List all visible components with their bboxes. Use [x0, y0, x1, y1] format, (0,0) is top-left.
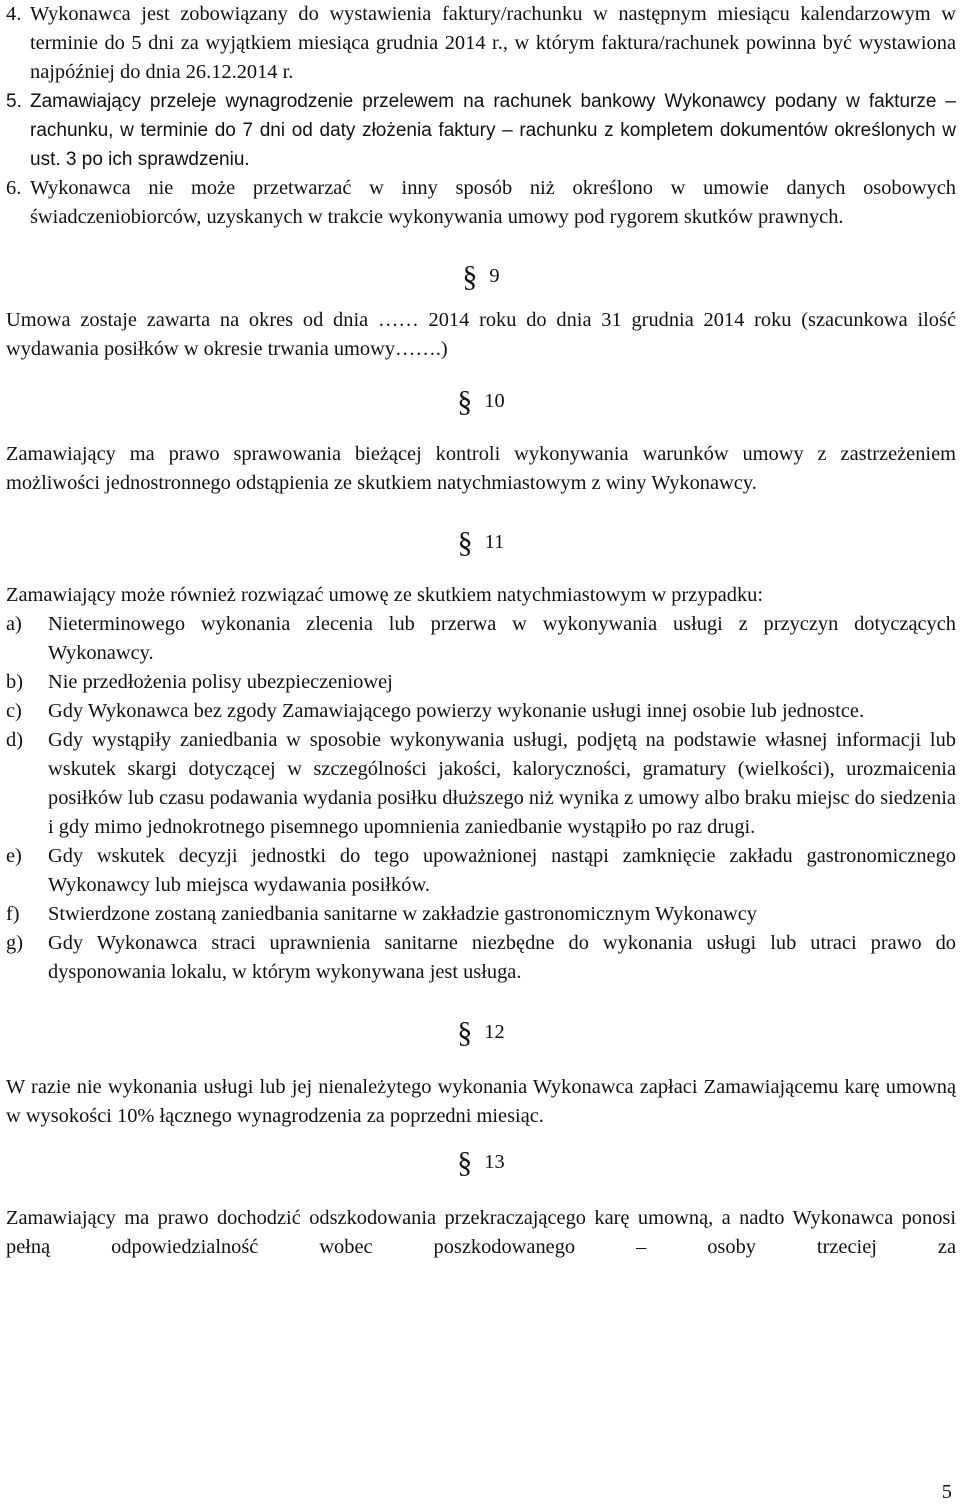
item-text: Zamawiający przeleje wynagrodzenie przelewem na rachunek bankowy Wykonawcy podany w fakturze – rachunku, w terminie do 7 dni od daty złożenia faktury – rachunku z kompletem dokumentów określonych w ust. 3 po ich sprawdzeniu. [30, 91, 956, 170]
item-text: Wykonawca nie może przetwarzać w inny sposób niż określono w umowie danych osobowych świadczeniobiorców, uzyskanych w trakcie wykonywania umowy pod rygorem skutków prawnych. [30, 177, 956, 228]
list-text: Gdy Wykonawca straci uprawnienia sanitarne niezbędne do wykonania usługi lub utraci prawo do dysponowania lokalu, w którym wykonywana jest usługa. [48, 932, 956, 983]
section-heading-10 [6, 384, 956, 418]
list-text: Stwierdzone zostaną zaniedbania sanitarne w zakładzie gastronomicznym Wykonawcy [48, 903, 757, 925]
item-4 [6, 0, 956, 87]
list-text: Gdy wskutek decyzji jednostki do tego upoważnionej nastąpi zamknięcie zakładu gastronomicznego Wykonawcy lub miejsca wydawania posiłków. [48, 845, 956, 896]
list-text: Gdy wystąpiły zaniedbania w sposobie wykonywania usługi, podjętą na podstawie własnej informacji lub wskutek skargi dotyczącej w szczególności jakości, kaloryczności, gramatury (wielkości), urozmaicenia posiłków lub czasu podawania wydania posiłku dłuższego niż wynika z umowy albo braku miejsc do siedzenia i gdy mimo jednokrotnego pisemnego upomnienia zaniedbanie wystąpiło po raz drugi. [48, 729, 956, 838]
item-number: 6. [6, 177, 22, 199]
list-label: f) [6, 903, 20, 925]
section-symbol: § [457, 1145, 473, 1179]
list-item [6, 900, 956, 929]
page-number: 5 [941, 1481, 952, 1503]
item-6 [6, 174, 956, 232]
list-item [6, 726, 956, 842]
section-heading-12 [6, 1015, 956, 1049]
list-item [6, 668, 956, 697]
section-number: 11 [484, 530, 505, 553]
list-item [6, 697, 956, 726]
section-number: 10 [484, 389, 505, 412]
section-12-text: W razie nie wykonania usługi lub jej nienależytego wykonania Wykonawca zapłaci Zamawiającemu karę umowną w wysokości 10% łącznego wynagrodzenia za poprzedni miesiąc. [6, 1076, 956, 1127]
section-heading-13 [6, 1145, 956, 1179]
list-item [6, 842, 956, 900]
item-5 [6, 87, 956, 174]
section-number: 13 [484, 1150, 505, 1173]
section-symbol: § [462, 259, 478, 293]
item-text: Wykonawca jest zobowiązany do wystawienia faktury/rachunku w następnym miesiącu kalendarzowym w terminie do 5 dni za wyjątkiem miesiąca grudnia 2014 r., w którym faktura/rachunek powinna być wystawiona najpóźniej do dnia 26.12.2014 r. [30, 3, 956, 83]
section-number: 12 [484, 1020, 505, 1043]
item-number: 4. [6, 3, 22, 25]
section-10-text: Zamawiający ma prawo sprawowania bieżącej kontroli wykonywania warunków umowy z zastrzeżeniem możliwości jednostronnego odstąpienia ze skutkiem natychmiastowym z winy Wykonawcy. [6, 443, 956, 494]
list-label: b) [6, 671, 23, 693]
section-symbol: § [457, 384, 473, 418]
list-text: Gdy Wykonawca bez zgody Zamawiającego powierzy wykonanie usługi innej osobie lub jednostce. [48, 700, 865, 722]
termination-list [6, 610, 956, 987]
section-symbol: § [457, 1015, 473, 1049]
section-heading-11 [6, 525, 956, 559]
item-number: 5. [6, 91, 22, 112]
list-text: Nieterminowego wykonania zlecenia lub przerwa w wykonywania usługi z przyczyn dotyczących Wykonawcy. [48, 613, 956, 664]
list-item [6, 610, 956, 668]
list-label: a) [6, 613, 22, 635]
list-label: g) [6, 932, 23, 954]
section-heading-9 [6, 259, 956, 293]
document-page [6, 0, 956, 1262]
list-label: c) [6, 700, 22, 722]
list-item [6, 929, 956, 987]
section-11-intro: Zamawiający może również rozwiązać umowę ze skutkiem natychmiastowym w przypadku: [6, 584, 764, 606]
section-13-text: Zamawiający ma prawo dochodzić odszkodowania przekraczającego karę umowną, a nadto Wykonawca ponosi pełną odpowiedzialność wobec poszkodowanego – osoby trzeciej za [6, 1207, 956, 1258]
section-9-text: Umowa zostaje zawarta na okres od dnia …… 2014 roku do dnia 31 grudnia 2014 roku (szacunkowa ilość wydawania posiłków w okresie trwania umowy…….) [6, 309, 956, 360]
section-symbol: § [457, 525, 473, 559]
section-number: 9 [489, 264, 500, 287]
list-text: Nie przedłożenia polisy ubezpieczeniowej [48, 671, 393, 693]
list-label: d) [6, 729, 23, 751]
list-label: e) [6, 845, 22, 867]
